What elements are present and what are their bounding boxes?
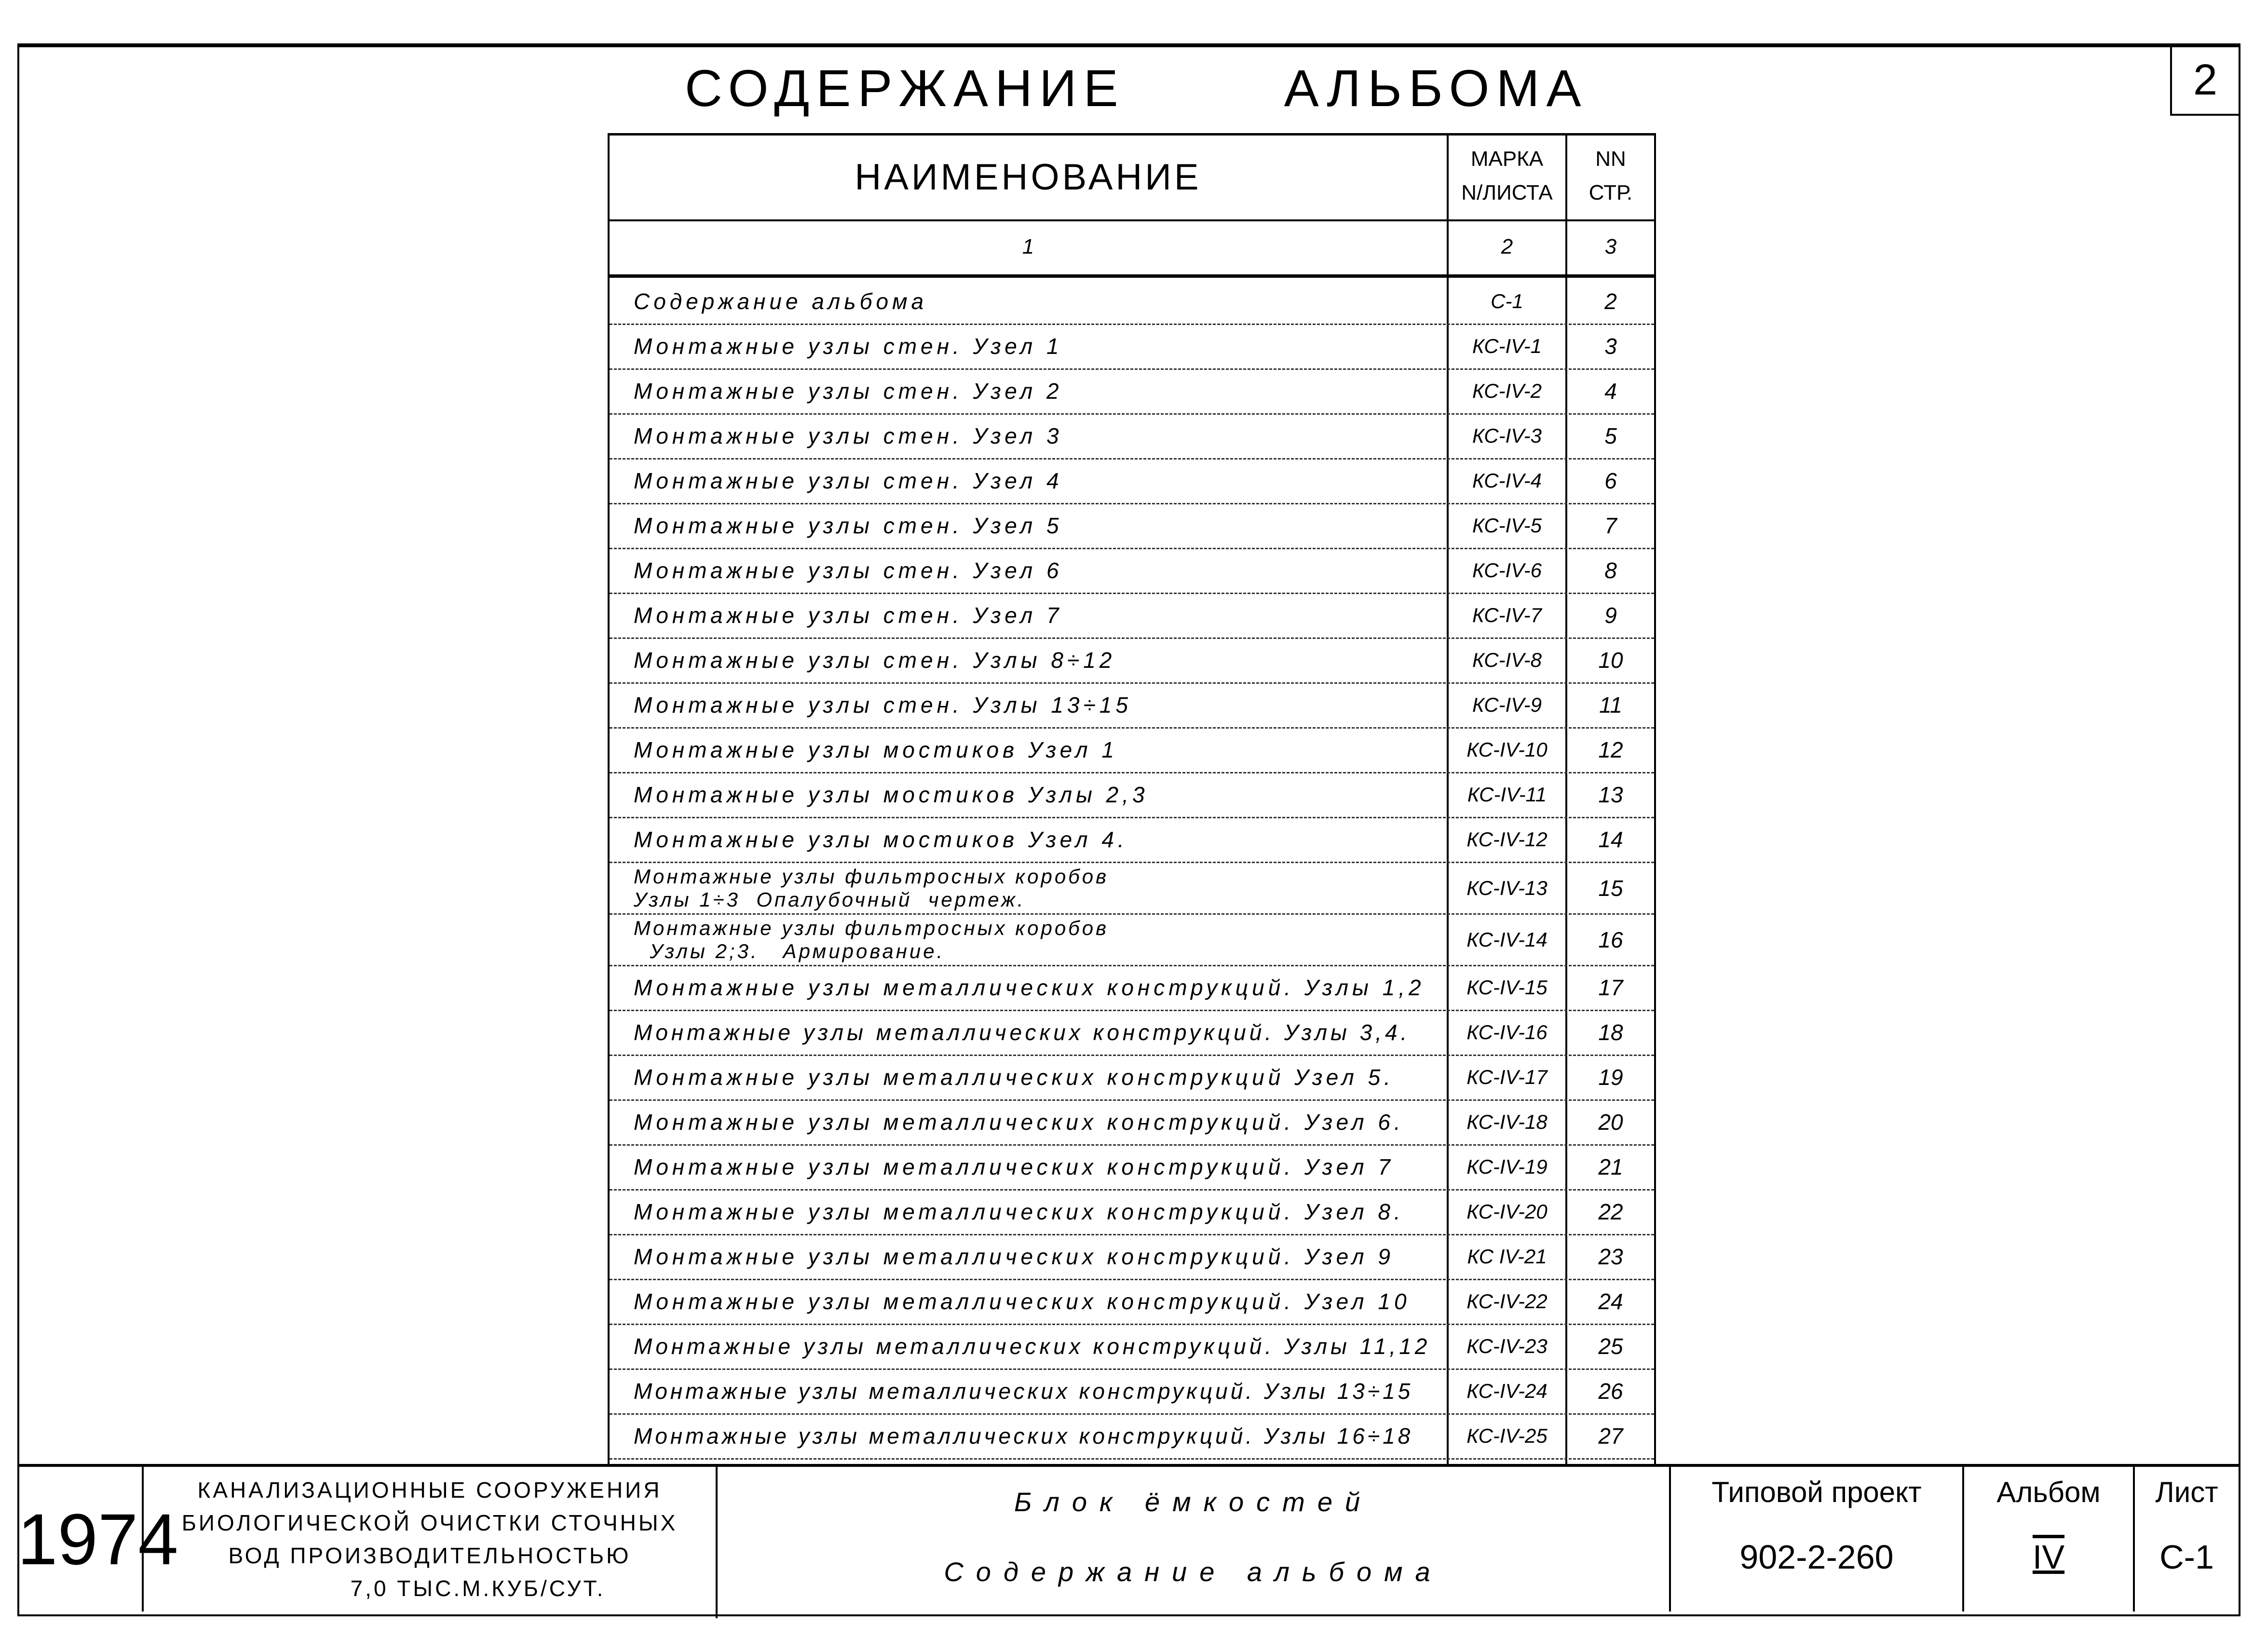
row-page: 24 — [1598, 1289, 1623, 1314]
table-row — [610, 639, 1654, 684]
row-mark: КС-IV-13 — [1466, 877, 1548, 899]
row-name: Монтажные узлы металлических конструкций. Узел 7 — [634, 1154, 1394, 1179]
stamp-year: 1974 — [17, 1467, 144, 1611]
table-row — [610, 549, 1654, 594]
row-name: Монтажные узлы металлических конструкций. Узел 6. — [634, 1110, 1404, 1135]
table-row — [610, 1146, 1654, 1191]
row-page: 2 — [1604, 289, 1617, 314]
row-name: Монтажные узлы мостиков Узлы 2,3 — [634, 782, 1149, 807]
table-row — [610, 1370, 1654, 1415]
row-page: 17 — [1598, 975, 1623, 1000]
row-mark: КС-IV-10 — [1466, 738, 1548, 761]
row-mark: КС-IV-14 — [1466, 928, 1548, 951]
org-line: БИОЛОГИЧЕСКОЙ ОЧИСТКИ СТОЧНЫХ — [181, 1510, 678, 1535]
title-word-1: СОДЕРЖАНИЕ — [685, 59, 1125, 117]
header-mark — [1449, 142, 1565, 210]
row-page: 22 — [1598, 1199, 1623, 1224]
row-name: Монтажные узлы металлических конструкций. Узел 10 — [634, 1289, 1411, 1314]
table-row — [610, 863, 1654, 915]
table-row — [610, 773, 1654, 818]
row-mark: С-1 — [1491, 290, 1523, 312]
row-name: Монтажные узлы мостиков Узел 4. — [634, 827, 1128, 852]
row-page: 10 — [1598, 648, 1623, 673]
row-name: Монтажные узлы стен. Узел 2 — [634, 379, 1063, 404]
page-title — [685, 58, 1588, 118]
row-name: Монтажные узлы металлических конструкций. Узлы 11,12 — [634, 1334, 1431, 1359]
row-name: Монтажные узлы стен. Узел 4 — [634, 468, 1063, 493]
column-number-row — [610, 219, 1654, 278]
row-name: Монтажные узлы фильтросных коробов Узлы 2;3. Армирование. — [634, 917, 1109, 962]
row-page: 18 — [1598, 1020, 1623, 1045]
stamp-album — [1964, 1467, 2135, 1611]
row-mark: КС-IV-25 — [1466, 1424, 1548, 1447]
table-row — [610, 1235, 1654, 1280]
row-page: 20 — [1598, 1110, 1623, 1135]
row-page: 14 — [1598, 827, 1623, 852]
org-line: 7,0 ТЫС.М.КУБ/СУТ. — [350, 1576, 606, 1601]
row-page: 13 — [1598, 782, 1623, 807]
table-row — [610, 594, 1654, 639]
table-row — [610, 684, 1654, 729]
org-line: ВОД ПРОИЗВОДИТЕЛЬНОСТЬЮ — [228, 1543, 631, 1568]
row-mark: КС-IV-16 — [1466, 1021, 1548, 1043]
row-name: Монтажные узлы стен. Узел 1 — [634, 334, 1063, 359]
row-mark: КС-IV-23 — [1466, 1335, 1548, 1357]
row-page: 3 — [1604, 334, 1617, 359]
table-row — [610, 504, 1654, 549]
col-number: 2 — [1501, 235, 1513, 258]
row-mark: КС-IV-6 — [1472, 559, 1542, 582]
table-row — [610, 1415, 1654, 1460]
row-page: 8 — [1604, 558, 1617, 583]
table-row — [610, 818, 1654, 863]
row-name: Монтажные узлы стен. Узел 3 — [634, 423, 1063, 448]
row-page: 27 — [1598, 1423, 1623, 1449]
stamp-sheet — [2135, 1467, 2240, 1611]
stamp-project — [1671, 1467, 1964, 1611]
table-row — [610, 729, 1654, 773]
row-mark: КС-IV-24 — [1466, 1380, 1548, 1402]
row-mark: КС-IV-7 — [1472, 604, 1542, 626]
title-word-2: АЛЬБОМА — [1284, 59, 1588, 117]
album-value: IV — [2032, 1538, 2065, 1576]
table-row — [610, 1011, 1654, 1056]
header-pages-line2: СТР. — [1588, 181, 1633, 204]
row-mark: КС-IV-3 — [1472, 424, 1542, 447]
header-mark-line1: МАРКА — [1470, 147, 1544, 171]
row-mark: КС-IV-9 — [1472, 693, 1542, 716]
table-row — [610, 460, 1654, 504]
table-header — [610, 135, 1654, 221]
table-row — [610, 1056, 1654, 1101]
page-number: 2 — [2170, 46, 2239, 116]
row-name: Монтажные узлы металлических конструкций. Узлы 3,4. — [634, 1020, 1411, 1045]
row-name: Монтажные узлы стен. Узлы 13÷15 — [634, 692, 1132, 718]
row-mark: КС-IV-1 — [1472, 335, 1542, 357]
col-number: 1 — [1022, 235, 1034, 258]
stamp-description — [718, 1467, 1671, 1611]
title-block — [17, 1464, 2240, 1611]
row-mark: КС-IV-20 — [1466, 1200, 1548, 1223]
row-mark: КС-IV-11 — [1467, 783, 1547, 806]
row-name: Монтажные узлы металлических конструкций. Узел 8. — [634, 1199, 1404, 1224]
sheet-label: Лист — [2155, 1476, 2218, 1508]
project-value: 902-2-260 — [1739, 1538, 1894, 1576]
row-name: Монтажные узлы металлических конструкций. Узлы 13÷15 — [634, 1379, 1413, 1404]
row-mark: КС-IV-12 — [1466, 828, 1548, 851]
row-name: Монтажные узлы мостиков Узел 1 — [634, 737, 1118, 762]
table-row — [610, 370, 1654, 415]
project-label: Типовой проект — [1711, 1476, 1922, 1508]
row-page: 5 — [1604, 423, 1617, 448]
contents-table — [608, 133, 1656, 1466]
row-page: 21 — [1598, 1154, 1623, 1179]
row-name: Монтажные узлы стен. Узлы 8÷12 — [634, 648, 1116, 673]
row-name: Монтажные узлы стен. Узел 5 — [634, 513, 1063, 538]
header-pages — [1567, 142, 1654, 210]
stamp-sheet-title: Содержание альбома — [944, 1557, 1443, 1587]
row-page: 12 — [1598, 737, 1623, 762]
stamp-block-name: Блок ёмкостей — [1014, 1487, 1373, 1517]
row-name: Монтажные узлы стен. Узел 6 — [634, 558, 1063, 583]
row-mark: КС-IV-4 — [1472, 469, 1542, 492]
table-row — [610, 1101, 1654, 1146]
header-pages-line1: NN — [1595, 147, 1626, 171]
table-row — [610, 325, 1654, 370]
table-body — [610, 280, 1654, 1460]
row-mark: КС-IV-8 — [1472, 649, 1542, 671]
row-mark: КС-IV-17 — [1466, 1066, 1548, 1088]
table-row — [610, 280, 1654, 325]
table-row — [610, 415, 1654, 460]
row-page: 15 — [1598, 876, 1623, 901]
album-label: Альбом — [1996, 1476, 2101, 1508]
row-name: Монтажные узлы металлических конструкций. Узлы 1,2 — [634, 975, 1425, 1000]
row-page: 16 — [1598, 927, 1623, 952]
row-page: 9 — [1604, 603, 1617, 628]
header-name: НАИМЕНОВАНИЕ — [855, 157, 1202, 198]
row-name: Монтажные узлы фильтросных коробов Узлы 1÷3 Опалубочный чертеж. — [634, 865, 1109, 911]
row-mark: КС-IV-15 — [1466, 976, 1548, 999]
table-row — [610, 1191, 1654, 1235]
row-page: 23 — [1598, 1244, 1623, 1269]
table-row — [610, 915, 1654, 966]
row-mark: КС-IV-22 — [1466, 1290, 1548, 1313]
row-mark: КС-IV-18 — [1466, 1110, 1548, 1133]
row-name: Содержание альбома — [634, 289, 928, 314]
row-mark: КС-IV-5 — [1472, 514, 1542, 537]
row-page: 4 — [1604, 379, 1617, 404]
col-number: 3 — [1604, 235, 1617, 258]
row-name: Монтажные узлы металлических конструкций Узел 5. — [634, 1065, 1394, 1090]
row-name: Монтажные узлы металлических конструкций. Узлы 16÷18 — [634, 1423, 1413, 1449]
table-row — [610, 1280, 1654, 1325]
row-page: 11 — [1599, 692, 1622, 718]
row-page: 26 — [1598, 1379, 1623, 1404]
row-page: 7 — [1604, 513, 1617, 538]
row-name: Монтажные узлы стен. Узел 7 — [634, 603, 1063, 628]
row-page: 19 — [1598, 1065, 1623, 1090]
row-page: 6 — [1604, 468, 1617, 493]
table-row — [610, 966, 1654, 1011]
org-line: КАНАЛИЗАЦИОННЫЕ СООРУЖЕНИЯ — [197, 1477, 662, 1503]
row-mark: КС IV-21 — [1467, 1245, 1547, 1268]
row-name: Монтажные узлы металлических конструкций. Узел 9 — [634, 1244, 1394, 1269]
row-page: 25 — [1598, 1334, 1623, 1359]
row-mark: КС-IV-19 — [1466, 1155, 1548, 1178]
sheet-value: С-1 — [2159, 1538, 2214, 1576]
header-mark-line2: N/ЛИСТА — [1461, 181, 1553, 204]
stamp-organization — [144, 1467, 718, 1618]
table-row — [610, 1325, 1654, 1370]
row-mark: КС-IV-2 — [1472, 379, 1542, 402]
